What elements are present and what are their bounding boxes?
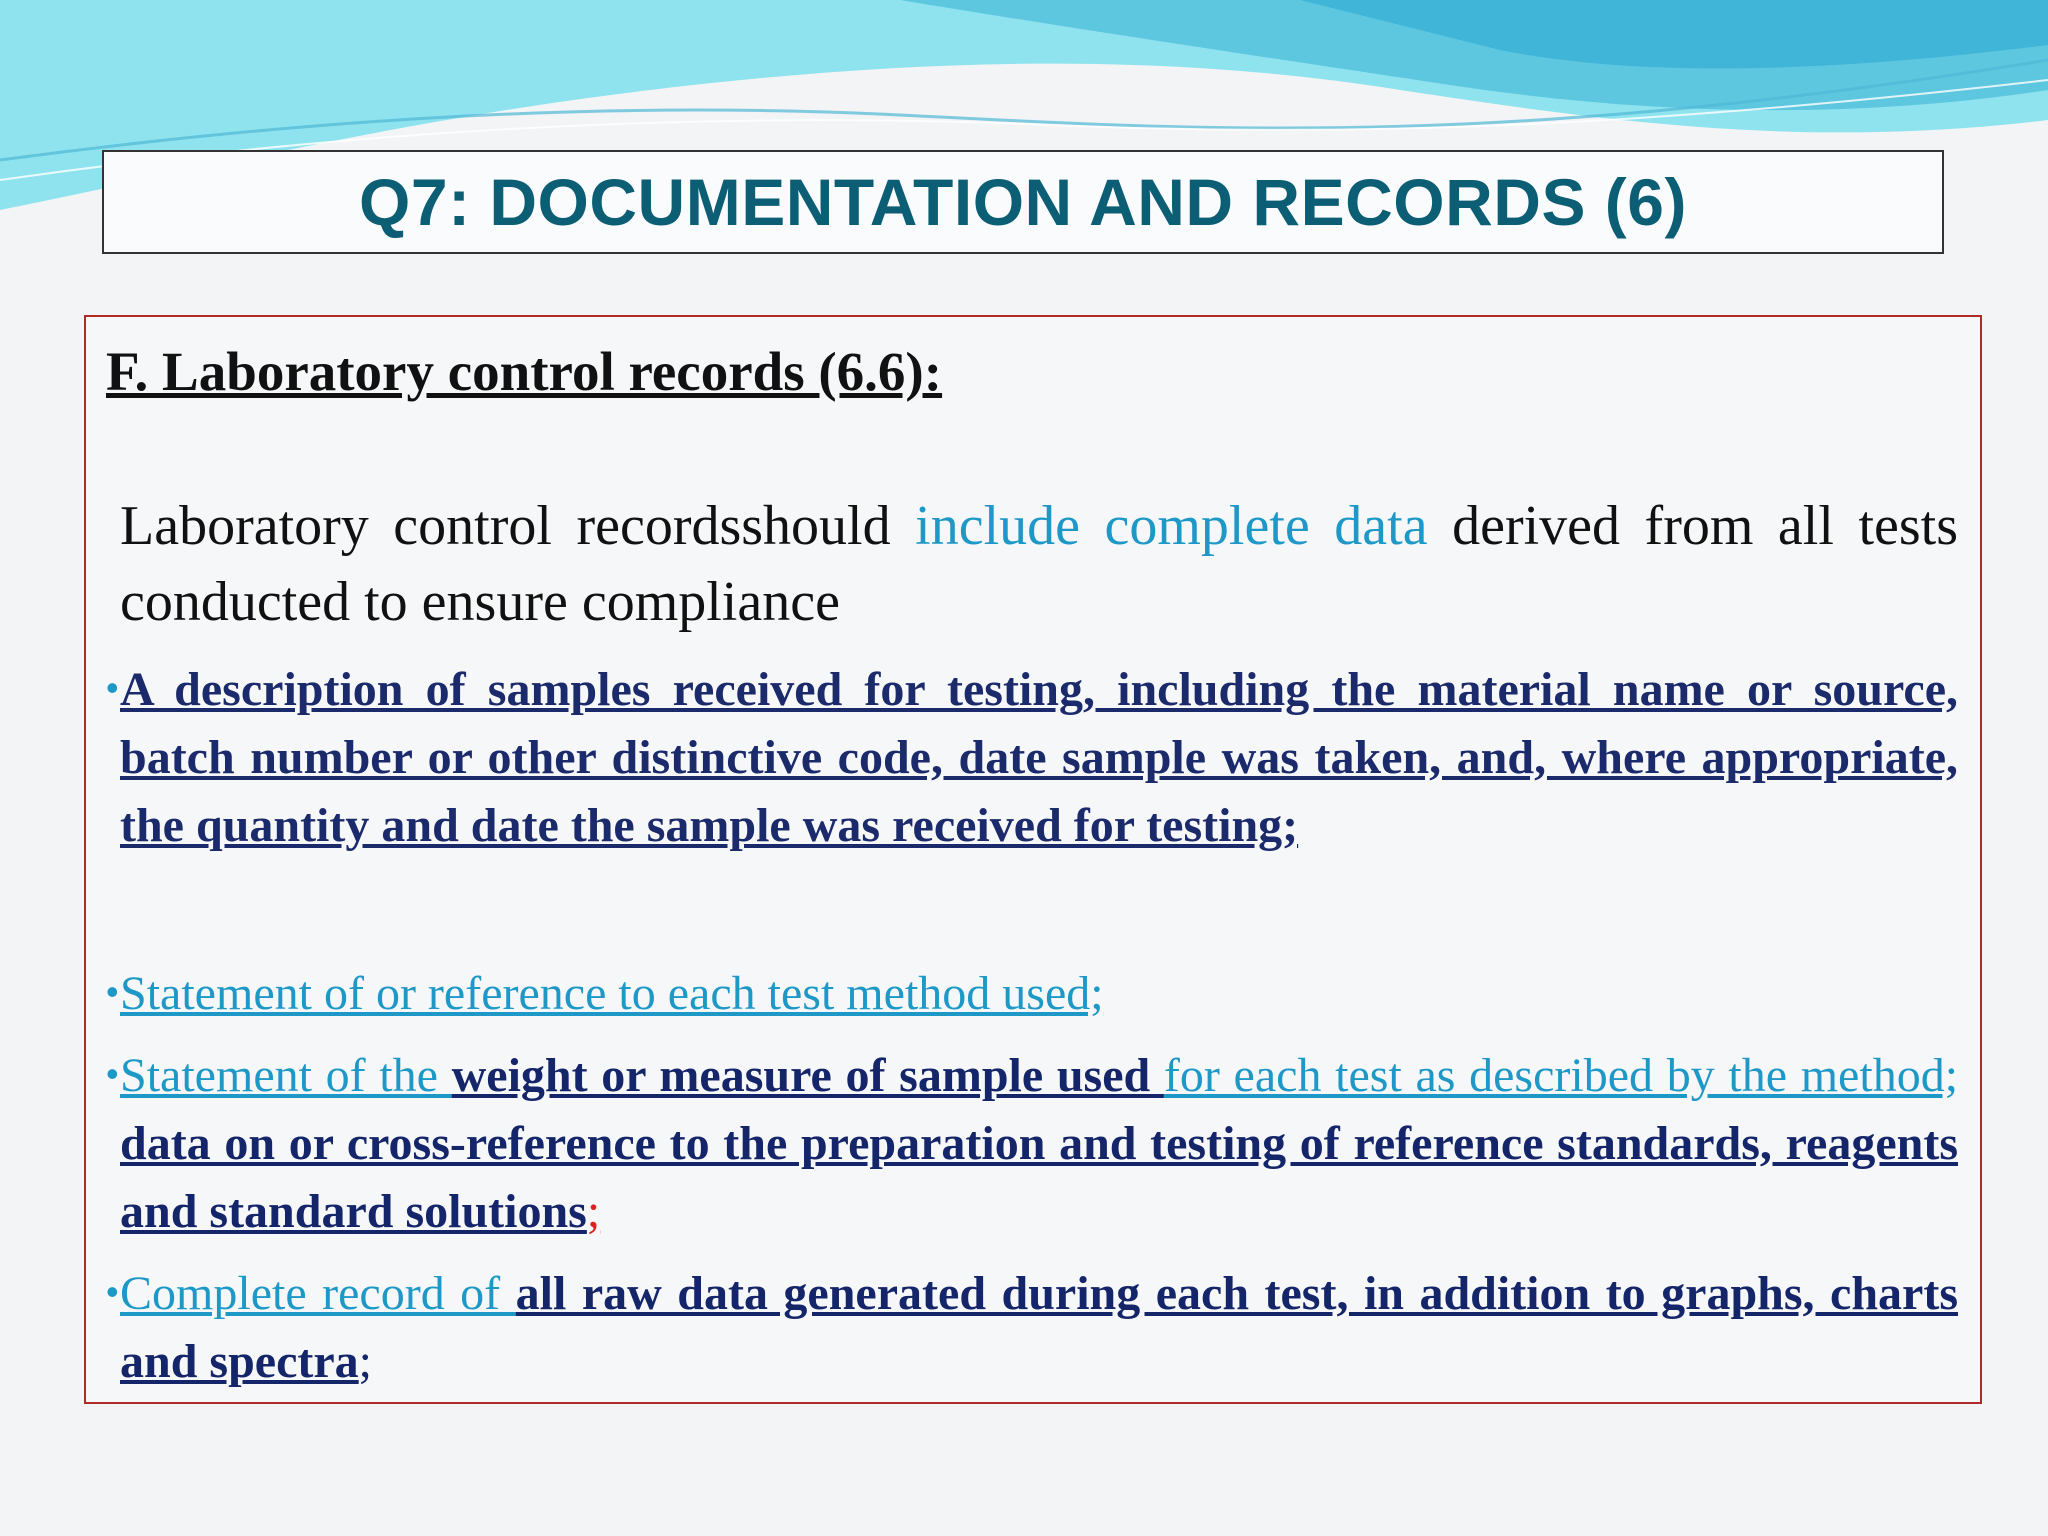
bullet-sample-weight-seg5: ;	[586, 1185, 601, 1238]
bullet-test-method-text: Statement of or reference to each test method used;	[120, 967, 1104, 1020]
slide-title: Q7: DOCUMENTATION AND RECORDS (6)	[359, 165, 1687, 239]
bullet-icon: •	[106, 1271, 119, 1312]
bullet-raw-data-seg3: ;	[358, 1335, 373, 1388]
bullet-raw-data-seg2: all raw data generated during each test, in addition to graphs, charts and spectra	[120, 1267, 1958, 1388]
intro-paragraph	[120, 488, 1958, 640]
bullet-icon: •	[106, 971, 119, 1012]
intro-text-part2: derived from all tests conducted to ensure compliance	[120, 495, 1958, 633]
bullet-sample-weight-seg3: for each test as described by the method;	[1163, 1049, 1959, 1102]
bullet-raw-data	[120, 1260, 1958, 1396]
bullet-icon: •	[106, 667, 119, 708]
bullet-sample-description: A description of samples received for testing, including the material name or source, batch number or other distinctive code, date sample was taken, and, where appropriate, the quantity and date the sample was received for testing;	[120, 663, 1958, 852]
title-box	[102, 150, 1944, 254]
bullet-sample-weight-seg2: weight or measure of sample used	[451, 1049, 1164, 1102]
intro-text-part1: Laboratory control recordsshould	[120, 495, 916, 557]
bullet-sample-weight	[120, 1042, 1958, 1246]
intro-highlight: include complete data	[915, 495, 1428, 557]
bullet-icon: •	[106, 1053, 119, 1094]
bullet-test-method	[120, 960, 1958, 1028]
bullet-sample-weight-seg4: data on or cross-reference to the preparation and testing of reference standards, reagents and standard solutions	[120, 1117, 1958, 1238]
bullet-raw-data-seg1: Complete record of	[120, 1267, 516, 1320]
bullet-sample-weight-seg1: Statement of the	[120, 1049, 452, 1102]
section-heading: F. Laboratory control records (6.6):	[106, 341, 943, 402]
